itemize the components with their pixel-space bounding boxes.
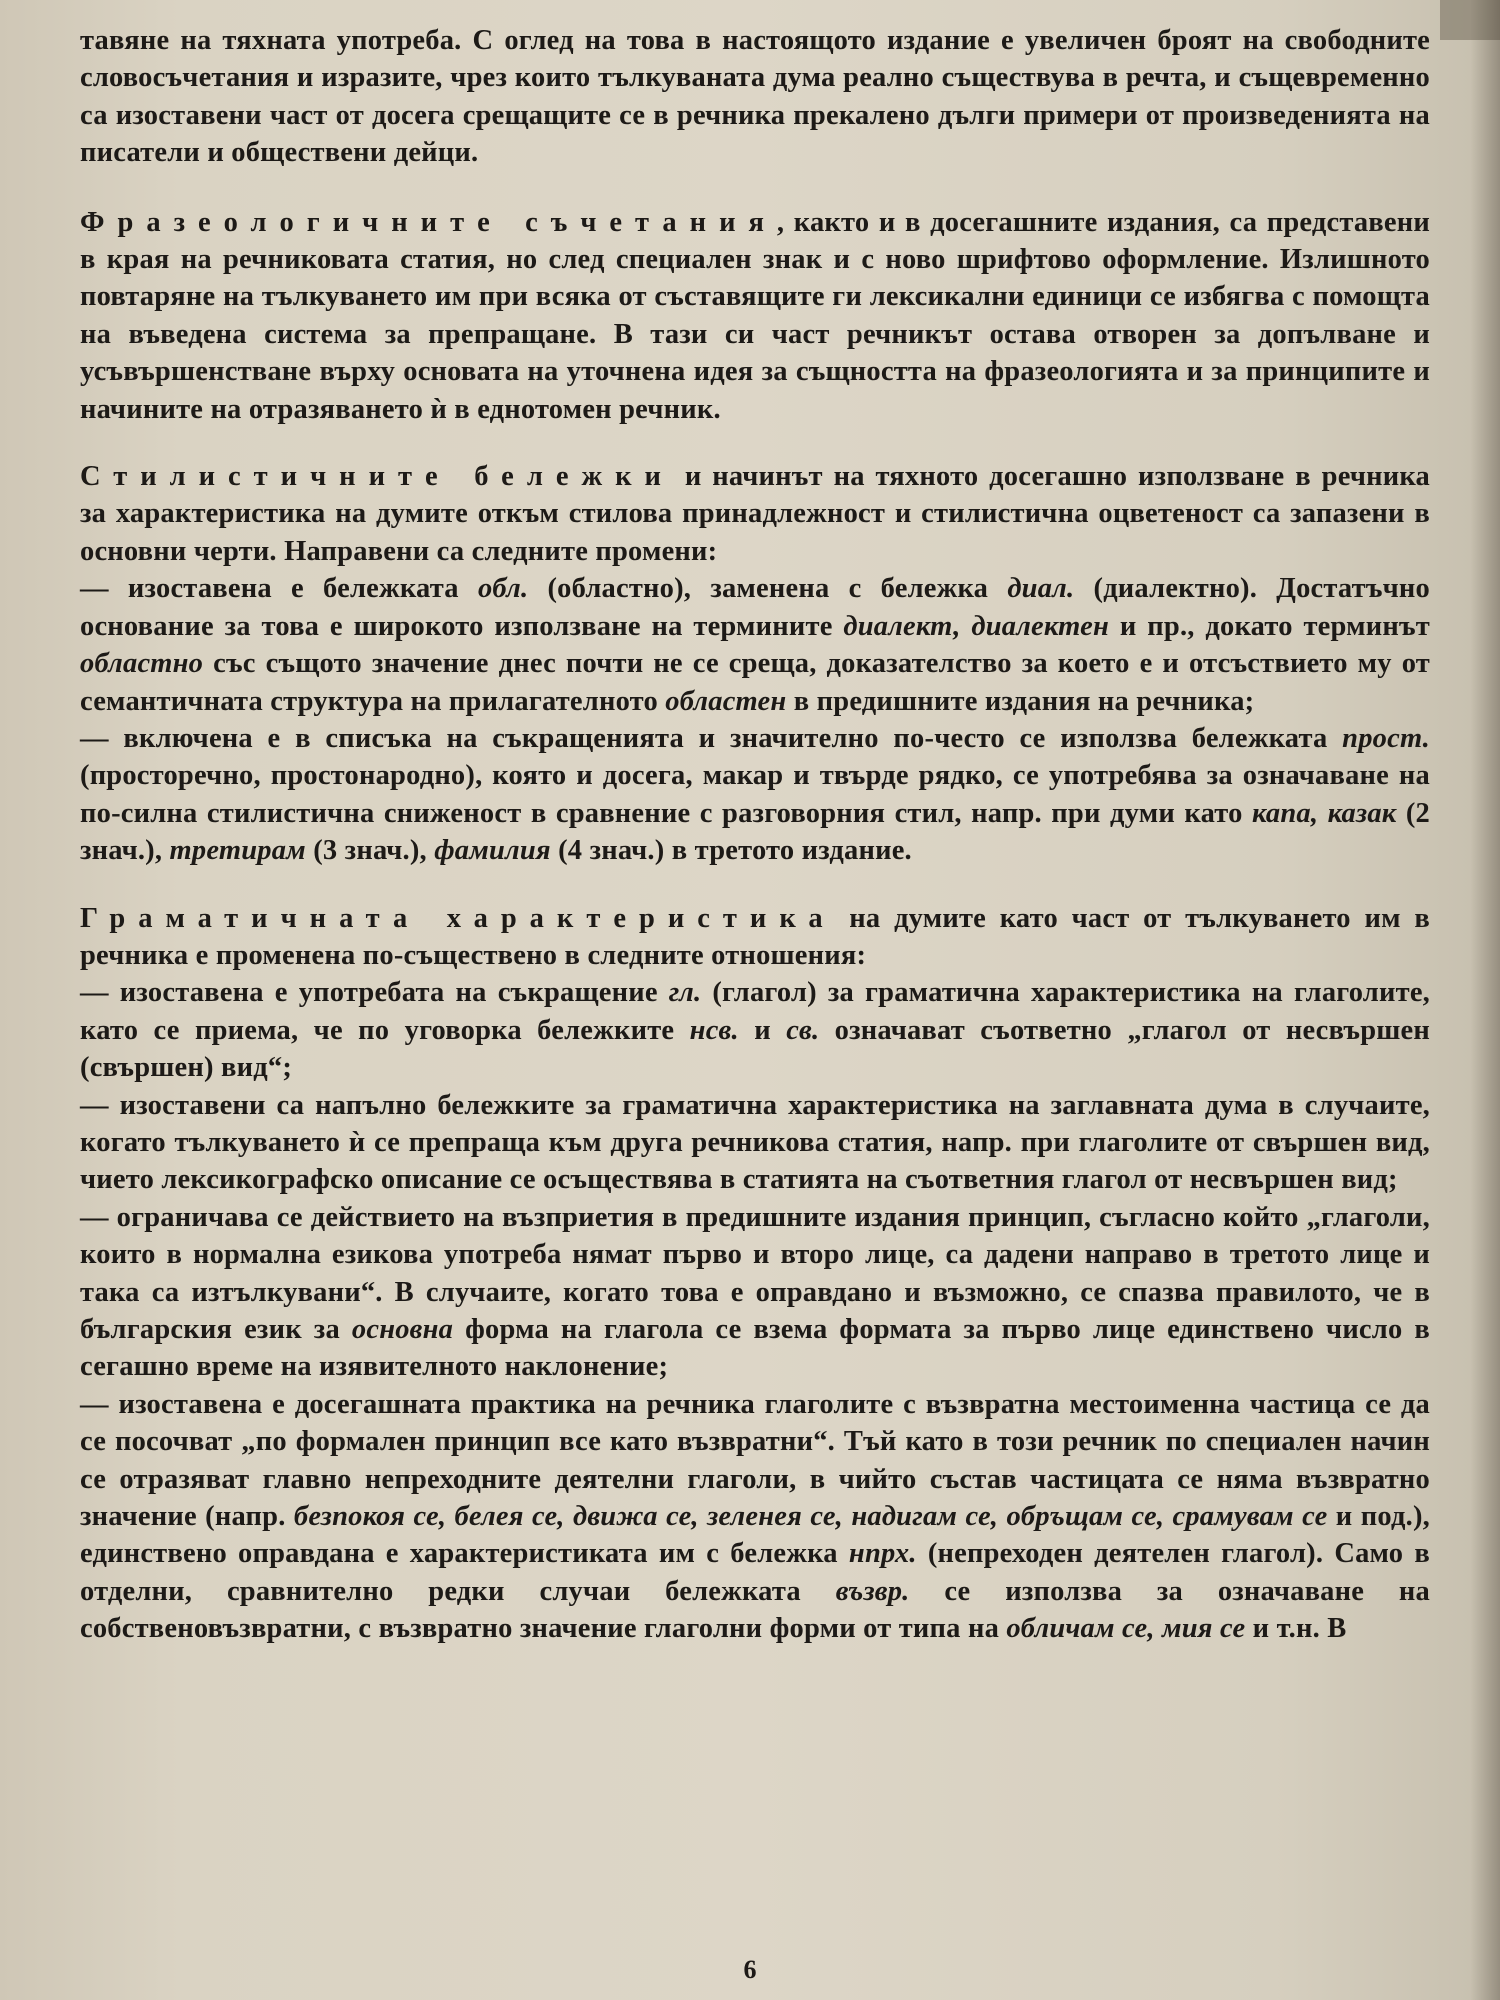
page-number: 6: [743, 1955, 757, 1984]
list-item: — изоставена е бележката обл. (областно), заменена с бележка диал. (диалектно). Достатъчно основание за това е широкото използване на термините диалект, диалектен и пр., докато терминът областно със същото значение днес почти не се среща, доказателство за което е и отсъствието му от семантичната структура на прилагателното областен в предишните издания на речника;: [80, 573, 1431, 717]
list-item: — включена е в списъка на съкращенията и значително по-често се използва бележката прост. (просторечно, простонародно), която и досега, макар и твърде рядко, се употребява за означаване на по-силна стилистична сниженост в сравнение с разговорния стил, напр. при думи като капа, казак (2 знач.), третирам (3 знач.), фамилия (4 знач.) в третото издание.: [80, 722, 1431, 867]
paragraph-examples: тавяне на тяхната употреба. С оглед на това в настоящото издание е увеличен броят на свободните словосъчетания и изразите, чрез които тълкуваната дума реално съществува в речта, и същевременно са изоставени част от досега срещащите се в речника прекалено дълги примери от произведенията на писатели и обществени дейци.: [80, 25, 1430, 169]
paragraph-phraseology: Фразеологичните съчетания, както и в досегашните издания, са представени в края на речниковата статия, но след специален знак и с ново шрифтово оформление. Излишното повтаряне на тълкуването им при всяка от съставящите ги лексикални единици се избягва с помощта на въведена система за препращане. В тази си част речникът остава отворен за допълване и усъвършенстване върху основата на уточнена идея за същността на фразеологията и за принципите и начините на отразяването ѝ в еднотомен речник.: [80, 206, 1430, 425]
heading-stylistic-notes: Стилистичните бележки: [80, 461, 674, 493]
list-item: — изоставена е досегашната практика на речника глаголите с възвратна местоименна частица се да се посочват „по формален принцип все като възвратни“. Тъй като в този речник по специален начин се отразяват главно непреходните деятелни глаголи, в чийто състав частицата се няма възвратно значение (напр. безпокоя се, белея се, движа се, зеленея се, надигам се, обръщам се, срамувам се и под.), единствено оправдана е характеристиката им с бележка нпрх. (непреходен деятелен глагол). Само в отделни, сравнително редки случаи бележката възвр. се използва за означаване на собственовъзвратни, с възвратно значение глаголни форми от типа на обличам се, мия се и т.н. В: [80, 1388, 1430, 1645]
list-item: — ограничава се действието на възприетия в предишните издания принцип, съгласно който „глаголи, които в нормална езикова употреба нямат първо и второ лице, са дадени направо в третото лице и така са изтълкувани“. В случаите, когато това е оправдано и възможно, се спазва правилото, че в българския език за основна форма на глагола се взема формата за първо лице единствено число в сегашно време на изявителното наклонение;: [80, 1201, 1430, 1383]
paragraph-stylistic-notes: Стилистичните бележки и начинът на тяхното досегашно използване в речника за характеристика на думите откъм стилова принадлежност и стилистична оцветеност са запазени в основни черти. Направени са следните промени: — изоставена е бележката обл. (областно), заменена с бележка диал. (диалектно). Достатъчно основание за това е широкото използване на термините диалект, диалектен и пр., докато терминът областно със същото значение днес почти не се среща, доказателство за което е и отсъствието му от семантичната структура на прилагателното областен в предишните издания на речника; — включена е в списъка на съкращенията и значително по-често се използва бележката прост. (просторечно, простонародно), която и досега, макар и твърде рядко, се употребява за означаване на по-силна стилистична сниженост в сравнение с разговорния стил, напр. при думи като капа, казак (2 знач.), третирам (3 знач.), фамилия (4 знач.) в третото издание.: [80, 458, 1430, 869]
list-item: — изоставени са напълно бележките за граматична характеристика на заглавната дума в случаите, когато тълкуването ѝ се препраща към друга речникова статия, напр. при глаголите от свършен вид, чието лексикографско описание се осъществява в статията на съответния глагол от несвършен вид;: [80, 1089, 1430, 1196]
heading-grammar: Граматичната характеристика: [80, 902, 836, 934]
heading-phraseology: Фразеологичните съчетания: [80, 206, 777, 238]
binding-shadow: [1470, 0, 1500, 2000]
paragraph-grammar: Граматичната характеристика на думите като част от тълкуването им в речника е променена по-съществено в следните отношения: — изоставена е употребата на съкращение гл. (глагол) за граматична характеристика на глаголите, като се приема, че по уговорка бележките нсв. и св. означават съответно „глагол от несвършен (свършен) вид“; — изоставени са напълно бележките за граматична характеристика на заглавната дума в случаите, когато тълкуването ѝ се препраща към друга речникова статия, напр. при глаголите от свършен вид, чието лексикографско описание се осъществява в статията на съответния глагол от несвършен вид; — ограничава се действието на възприетия в предишните издания принцип, съгласно който „глаголи, които в нормална езикова употреба нямат първо и второ лице, са дадени направо в третото лице и така са изтълкувани“. В случаите, когато това е оправдано и възможно, се спазва правилото, че в българския език за основна форма на глагола се взема формата за първо лице единствено число в сегашно време на изявителното наклонение; — изоставена е досегашната практика на речника глаголите с възвратна местоименна частица се да се посочват „по формален принцип все като възвратни“. Тъй като в този речник по специален начин се отразяват главно непреходните деятелни глаголи, в чийто състав частицата се няма възвратно значение (напр. безпокоя се, белея се, движа се, зеленея се, надигам се, обръщам се, срамувам се и под.), единствено оправдана е характеристиката им с бележка нпрх. (непреходен деятелен глагол). Само в отделни, сравнително редки случаи бележката възвр. се използва за означаване на собственовъзвратни, с възвратно значение глаголни форми от типа на обличам се, мия се и т.н. В: [80, 900, 1430, 1648]
list-item: — изоставена е употребата на съкращение гл. (глагол) за граматична характеристика на глаголите, като се приема, че по уговорка бележките нсв. и св. означават съответно „глагол от несвършен (свършен) вид“;: [80, 977, 1430, 1084]
